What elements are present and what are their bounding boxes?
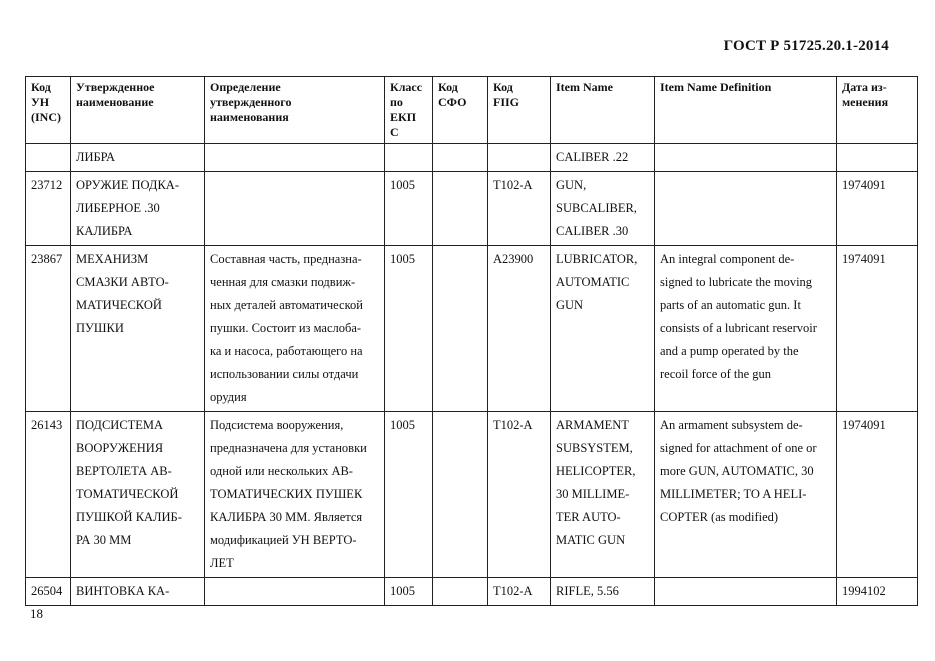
change-date-cell: [837, 144, 918, 172]
text-line: FIIG: [493, 95, 520, 109]
header-change-date: [837, 77, 918, 144]
text-line: ЛЕТ: [210, 556, 234, 570]
fiig-cell: T102-A: [488, 578, 551, 606]
header-approved-name: [71, 77, 205, 144]
text-line: ЛИБРА: [76, 150, 116, 164]
text-line: РА 30 ММ: [76, 533, 132, 547]
text-line: An armament subsystem de-: [660, 418, 803, 432]
text-line: СФО: [438, 95, 467, 109]
change-date-cell: 1994102: [837, 578, 918, 606]
header-class: [385, 77, 433, 144]
header-sfo-code: [433, 77, 488, 144]
catalog-table: [25, 76, 918, 606]
inc-cell: 23867: [26, 246, 71, 412]
text-line: наименования: [210, 110, 289, 124]
item-name-cell: [551, 144, 655, 172]
sfo-cell: [433, 578, 488, 606]
text-line: An integral component de-: [660, 252, 795, 266]
text-line: and a pump operated by the: [660, 344, 799, 358]
text-line: МЕХАНИЗМ: [76, 252, 149, 266]
text-line: ПУШКОЙ КАЛИБ-: [76, 510, 182, 524]
item-definition-cell: [655, 144, 837, 172]
definition-cell: [205, 412, 385, 578]
text-line: ченная для смазки подвиж-: [210, 275, 356, 289]
text-line: TER AUTO-: [556, 510, 621, 524]
text-line: LUBRICATOR,: [556, 252, 638, 266]
text-line: parts of an automatic gun. It: [660, 298, 801, 312]
text-line: наименование: [76, 95, 154, 109]
text-line: consists of a lubricant reservoir: [660, 321, 817, 335]
text-line: Код: [438, 80, 458, 94]
approved-name-cell: [71, 246, 205, 412]
text-line: Утвержденное: [76, 80, 155, 94]
text-line: предназначена для установки: [210, 441, 367, 455]
text-line: Составная часть, предназна-: [210, 252, 362, 266]
text-line: 30 MILLIME-: [556, 487, 630, 501]
item-definition-cell: [655, 578, 837, 606]
text-line: С: [390, 125, 399, 139]
text-line: менения: [842, 95, 889, 109]
text-line: MILLIMETER; TO A HELI-: [660, 487, 807, 501]
approved-name-cell: [71, 172, 205, 246]
text-line: signed to lubricate the moving: [660, 275, 813, 289]
text-line: Item Name: [556, 80, 613, 94]
text-line: Item Name Definition: [660, 80, 772, 94]
text-line: СМАЗКИ АВТО-: [76, 275, 169, 289]
item-definition-cell: [655, 412, 837, 578]
item-name-cell: [551, 172, 655, 246]
item-name-cell: [551, 246, 655, 412]
text-line: УН: [31, 95, 50, 109]
change-date-cell: 1974091: [837, 246, 918, 412]
definition-cell: [205, 172, 385, 246]
fiig-cell: [488, 144, 551, 172]
text-line: орудия: [210, 390, 247, 404]
text-line: recoil force of the gun: [660, 367, 772, 381]
item-definition-cell: [655, 172, 837, 246]
sfo-cell: [433, 172, 488, 246]
text-line: signed for attachment of one or: [660, 441, 817, 455]
text-line: МАТИЧЕСКОЙ: [76, 298, 162, 312]
table-row: [26, 246, 918, 412]
header-fiig-code: [488, 77, 551, 144]
definition-cell: [205, 246, 385, 412]
class-cell: 1005: [385, 246, 433, 412]
sfo-cell: [433, 144, 488, 172]
text-line: ВИНТОВКА КА-: [76, 584, 170, 598]
text-line: ЛИБЕРНОЕ .30: [76, 201, 160, 215]
text-line: CALIBER .30: [556, 224, 629, 238]
text-line: AUTOMATIC: [556, 275, 630, 289]
text-line: SUBSYSTEM,: [556, 441, 633, 455]
text-line: КАЛИБРА 30 ММ. Является: [210, 510, 363, 524]
text-line: Подсистема вооружения,: [210, 418, 344, 432]
text-line: Дата из-: [842, 80, 887, 94]
text-line: GUN,: [556, 178, 587, 192]
text-line: more GUN, AUTOMATIC, 30: [660, 464, 814, 478]
text-line: по: [390, 95, 403, 109]
header-inc: [26, 77, 71, 144]
text-line: утвержденного: [210, 95, 292, 109]
text-line: ТОМАТИЧЕСКИХ ПУШЕК: [210, 487, 363, 501]
text-line: COPTER (as modified): [660, 510, 779, 524]
table-row: [26, 172, 918, 246]
text-line: Код: [493, 80, 513, 94]
text-line: RIFLE, 5.56: [556, 584, 619, 598]
sfo-cell: [433, 246, 488, 412]
text-line: Класс: [390, 80, 423, 94]
text-line: пушки. Состоит из маслоба-: [210, 321, 362, 335]
inc-cell: [26, 144, 71, 172]
page-number: 18: [30, 606, 43, 621]
item-name-cell: [551, 578, 655, 606]
text-line: одной или нескольких АВ-: [210, 464, 353, 478]
text-line: ных деталей автоматической: [210, 298, 363, 312]
change-date-cell: 1974091: [837, 172, 918, 246]
table-row: [26, 412, 918, 578]
text-line: ВЕРТОЛЕТА АВ-: [76, 464, 172, 478]
table-row: [26, 578, 918, 606]
text-line: CALIBER .22: [556, 150, 629, 164]
fiig-cell: A23900: [488, 246, 551, 412]
inc-cell: 23712: [26, 172, 71, 246]
header-item-name-definition: [655, 77, 837, 144]
text-line: ARMAMENT: [556, 418, 629, 432]
change-date-cell: 1974091: [837, 412, 918, 578]
text-line: ВООРУЖЕНИЯ: [76, 441, 164, 455]
table-row: [26, 144, 918, 172]
definition-cell: [205, 578, 385, 606]
text-line: ЕКП: [390, 110, 417, 124]
approved-name-cell: [71, 144, 205, 172]
inc-cell: 26504: [26, 578, 71, 606]
fiig-cell: T102-A: [488, 412, 551, 578]
item-name-cell: [551, 412, 655, 578]
text-line: GUN: [556, 298, 584, 312]
text-line: (INC): [31, 110, 61, 124]
text-line: Код: [31, 80, 51, 94]
header-definition: [205, 77, 385, 144]
text-line: модификацией УН ВЕРТО-: [210, 533, 357, 547]
class-cell: [385, 144, 433, 172]
text-line: ПОДСИСТЕМА: [76, 418, 164, 432]
text-line: MATIC GUN: [556, 533, 626, 547]
text-line: использовании силы отдачи: [210, 367, 359, 381]
inc-cell: 26143: [26, 412, 71, 578]
item-definition-cell: [655, 246, 837, 412]
sfo-cell: [433, 412, 488, 578]
class-cell: 1005: [385, 412, 433, 578]
text-line: HELICOPTER,: [556, 464, 636, 478]
approved-name-cell: [71, 578, 205, 606]
fiig-cell: T102-A: [488, 172, 551, 246]
text-line: ТОМАТИЧЕСКОЙ: [76, 487, 179, 501]
text-line: Определение: [210, 80, 281, 94]
class-cell: 1005: [385, 578, 433, 606]
text-line: ПУШКИ: [76, 321, 124, 335]
header-item-name: [551, 77, 655, 144]
approved-name-cell: [71, 412, 205, 578]
text-line: ка и насоса, работающего на: [210, 344, 363, 358]
table-header-row: [26, 77, 918, 144]
document-code: ГОСТ Р 51725.20.1-2014: [723, 38, 889, 54]
text-line: ОРУЖИЕ ПОДКА-: [76, 178, 179, 192]
text-line: SUBCALIBER,: [556, 201, 637, 215]
text-line: КАЛИБРА: [76, 224, 133, 238]
definition-cell: [205, 144, 385, 172]
class-cell: 1005: [385, 172, 433, 246]
